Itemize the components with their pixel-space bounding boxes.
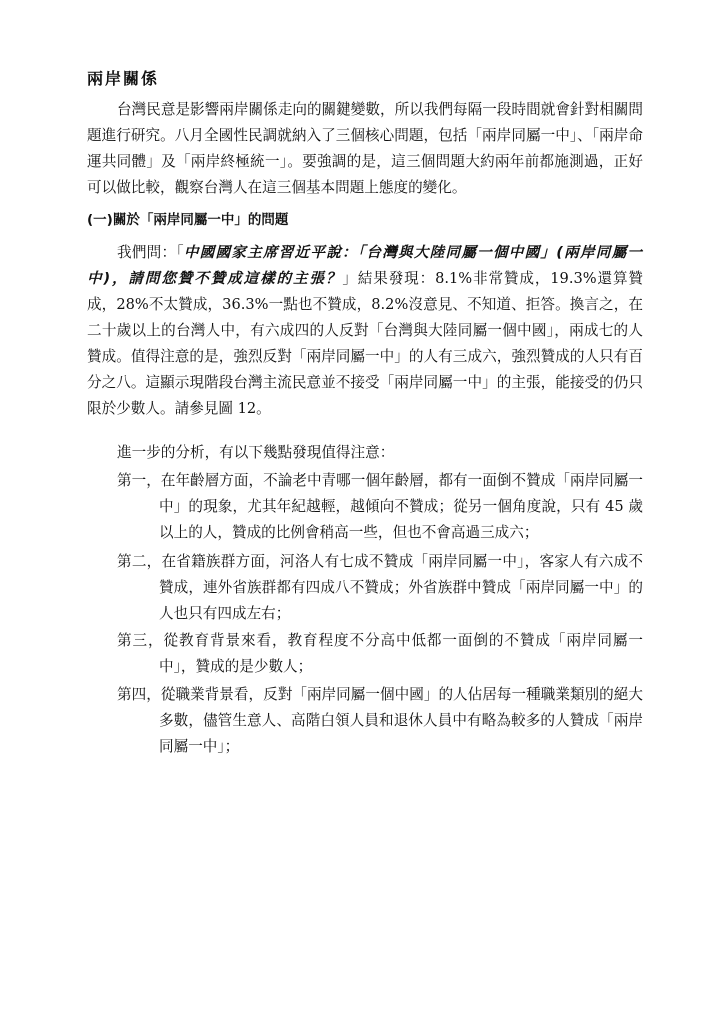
finding-point-2: 第二，在省籍族群方面，河洛人有七成不贊成「兩岸同屬一中」，客家人有六成不贊成，連外省族群都有四成八不贊成；外省族群中贊成「兩岸同屬一中」的人也只有四成左右； xyxy=(117,553,643,622)
paragraph-lead: 我們問：「 xyxy=(117,244,184,261)
section-title: (一)關於「兩岸同屬一中」的問題 xyxy=(87,212,289,228)
survey-question: 中國國家主席習近平說：「台灣與大陸同屬一個中國」(兩岸同屬一中)，請問您贊不贊成這樣的主張？ xyxy=(87,244,644,287)
analysis-intro: 進一步的分析，有以下幾點發現值得注意： xyxy=(117,444,395,461)
finding-point-3: 第三，從教育背景來看，教育程度不分高中低都一面倒的不贊成「兩岸同屬一中」，贊成的是少數人； xyxy=(117,632,643,675)
paragraph-body: 」結果發現：8.1%非常贊成，19.3%還算贊成，28%不太贊成，36.3%一點也不贊成，8.2%沒意見、不知道、拒答。換言之，在二十歲以上的台灣人中，有六成四的人反對「台灣與大陸同屬一個中國」，兩成七的人贊成。值得注意的是，強烈反對「兩岸同屬一中」的人有三成六，強烈贊成的人只有百分之八。這顯示現階段台灣主流民意並不接受「兩岸同屬一中」的主張，能接受的仍只限於少數人。請參見圖 12。 xyxy=(87,270,643,417)
finding-point-4: 第四，從職業背景看，反對「兩岸同屬一個中國」的人佔居每一種職業類別的絕大多數，儘管生意人、高階白領人員和退休人員中有略為較多的人贊成「兩岸同屬一中」； xyxy=(117,686,643,755)
page-heading: 兩岸關係 xyxy=(87,69,160,88)
section-paragraph xyxy=(87,240,643,422)
intro-paragraph: 台灣民意是影響兩岸關係走向的關鍵變數，所以我們每隔一段時間就會針對相關問題進行研究。八月全國性民調就納入了三個核心問題，包括「兩岸同屬一中」、「兩岸命運共同體」及「兩岸終極統一」。要強調的是，這三個問題大約兩年前都施測過，正好可以做比較，觀察台灣人在這三個基本問題上態度的變化。 xyxy=(87,101,643,196)
finding-point-1: 第一，在年齡層方面，不論老中青哪一個年齡層，都有一面倒不贊成「兩岸同屬一中」的現象，尤其年紀越輕，越傾向不贊成；從另一個角度說，只有 45 歲以上的人，贊成的比例會稍高一些，但也不會高過三成六； xyxy=(117,472,643,541)
